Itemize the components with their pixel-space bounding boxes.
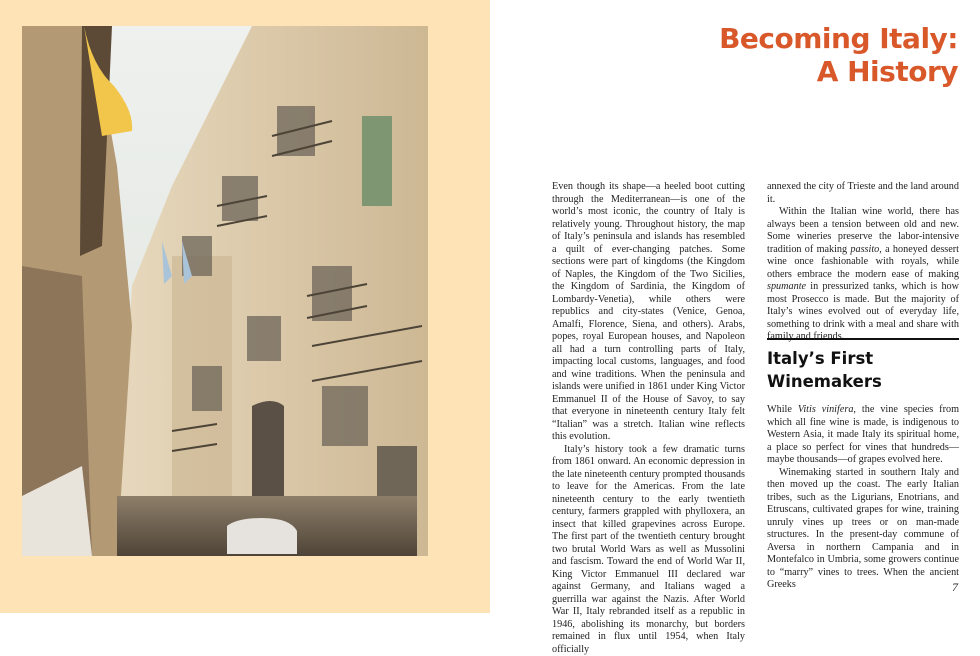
body-paragraph: Even though its shape—a heeled boot cutting through the Mediterranean—is one of the world’s most iconic, the country of Italy is relatively young. Throughout history, the map of Italy’s peninsula and islands has resembled a quilt of ever-changing patches. Some sections were part of kingdoms (the Kingdom of Naples, the Kingdom of the Two Sicilies, the Kingdom of Sardinia, the Kingdom of Lombardy-Venetia), while others were republics and city-states (Venice, Genoa, Amalfi, Florence, Siena, and others). Arabs, popes, royal European houses, and Napoleon all had a turn controlling parts of Italy, impacting local customs, languages, and food and wine traditions. When the peninsula and islands were unified in 1861 under King Victor Emmanuel II of the House of Savoy, to say that everyone in nineteenth century Italy felt “Italian” was a stretch. Italian wine reflects this evolution.	[552, 181, 745, 444]
italic-term-passito: passito	[850, 244, 879, 255]
chapter-title-line-2: A History	[719, 55, 958, 88]
text-run: , a honeyed dessert wine once fashionable with royals, while others embrace the modern ease of making	[767, 244, 959, 280]
body-paragraph: Italy’s history took a few dramatic turns from 1861 onward. An economic depression in the late nineteenth century prompted thousands to leave for the Americas. From the late nineteenth century to the early twentieth century, farmers grappled with phylloxera, an insect that killed grapevines across Europe. The first part of the twentieth century brought two brutal World Wars as well as Mussolini and fascism. Toward the end of World War II, King Victor Emmanuel III declared war against Germany, and Italians waged a guerrilla war against the Nazis. After World War II, Italy rebranded itself as a republic in 1946, abolishing its monarchy, but borders remained in flux until 1954, when Italy officially	[552, 444, 745, 656]
left-page	[0, 0, 490, 613]
italic-term-spumante: spumante	[767, 281, 806, 292]
text-run: While	[767, 404, 798, 415]
italic-term-vitis-vinifera: Vitis vinifera	[798, 404, 854, 415]
text-run: Within the Italian wine world, there has always been a tension between old and new. Some wineries preserve the labor-intensive tradition of making	[767, 206, 959, 255]
text-run: in pressurized tanks, which is how most Prosecco is made. But the majority of Italy’s wines evolved out of everyday life, something to drink with a meal and share with family and friends.	[767, 281, 959, 342]
body-paragraph	[767, 404, 959, 467]
chapter-title-line-1: Becoming Italy:	[719, 22, 958, 55]
body-paragraph	[767, 206, 959, 344]
body-paragraph: annexed the city of Trieste and the land around it.	[767, 181, 959, 206]
section-heading	[767, 347, 882, 393]
page-number: 7	[952, 580, 958, 595]
chapter-title	[719, 22, 958, 88]
body-column-left	[552, 181, 745, 656]
text-run: , the vine species from which all fine wine is made, is indigenous to Western Asia, it made Italy its spiritual home, a place so perfect for vines that hundreds—maybe thousands—of grapes evolved here.	[767, 404, 959, 465]
body-paragraph: Winemaking started in southern Italy and then moved up the coast. The early Italian tribes, such as the Ligurians, Enotrians, and Etruscans, cultivated grapes for wine, training unruly vines up trees or on man-made structures. In the present-day commune of Aversa in northern Campania and in Montefalco in Umbria, some growers continue to “marry” vines to trees. When the ancient Greeks	[767, 467, 959, 592]
section-rule	[767, 338, 959, 340]
body-column-right-top	[767, 181, 959, 344]
right-page	[490, 0, 980, 613]
body-column-right-bottom	[767, 404, 959, 592]
section-heading-line-2: Winemakers	[767, 370, 882, 393]
section-heading-line-1: Italy’s First	[767, 347, 882, 370]
street-photo	[22, 26, 428, 556]
